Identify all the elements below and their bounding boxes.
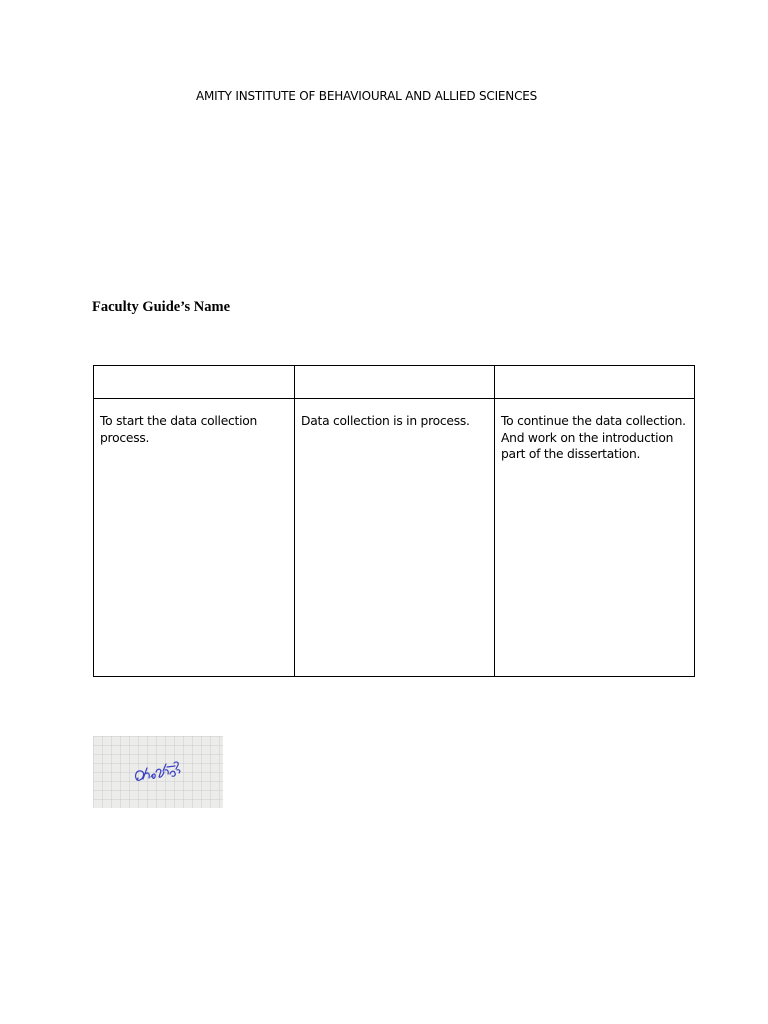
progress-table [93,365,695,677]
header-cell-2 [295,366,495,399]
header-cell-1 [94,366,295,399]
cell-text-3: To continue the data collection. And work on the introduction part of the dissertation. [501,414,686,461]
table-header-row [94,366,695,399]
institute-heading: AMITY INSTITUTE OF BEHAVIOURAL AND ALLIED SCIENCES [196,89,538,103]
cell-text-2: Data collection is in process. [301,414,470,428]
faculty-guide-label: Faculty Guide’s Name [92,299,231,315]
table-cell-2 [295,399,495,677]
handwritten-signature [93,736,223,808]
table-row [94,399,695,677]
signature-image [93,736,223,808]
table-cell-1 [94,399,295,677]
table-cell-3 [495,399,695,677]
header-cell-3 [495,366,695,399]
cell-text-1: To start the data collection process. [100,414,258,445]
